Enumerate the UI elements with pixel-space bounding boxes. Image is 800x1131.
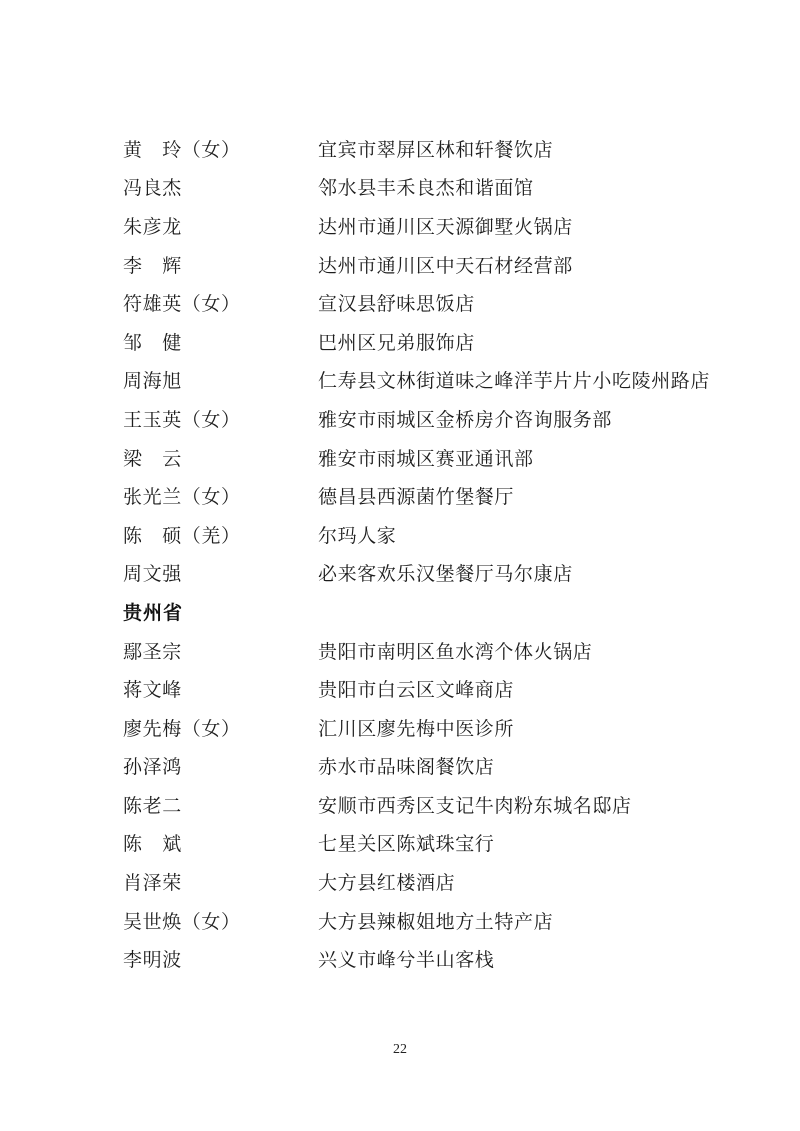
business-name: 达州市通川区天源御墅火锅店 [318, 216, 573, 238]
business-name: 贵阳市白云区文峰商店 [318, 680, 515, 702]
person-name: 周文强 [123, 564, 182, 586]
table-row [123, 669, 750, 708]
person-name: 吴世焕（女） [123, 911, 241, 933]
table-row [123, 939, 750, 978]
table-row [123, 361, 750, 400]
table-row [123, 399, 750, 438]
table-row [123, 515, 750, 554]
business-name: 雅安市雨城区赛亚通讯部 [318, 448, 534, 470]
business-name: 仁寿县文林街道味之峰洋芋片片小吃陵州路店 [318, 371, 711, 393]
business-name: 尔玛人家 [318, 525, 397, 547]
person-name: 孙泽鸿 [123, 757, 182, 779]
business-name: 兴义市峰兮半山客栈 [318, 950, 495, 972]
table-row [123, 206, 750, 245]
business-name: 大方县辣椒姐地方土特产店 [318, 911, 554, 933]
section-header-guizhou: 贵州省 [123, 602, 184, 624]
person-name: 陈 斌 [123, 834, 182, 856]
section-header-row [123, 592, 750, 631]
person-name: 李 辉 [123, 255, 182, 277]
person-name: 鄢圣宗 [123, 641, 182, 663]
person-name: 朱彦龙 [123, 216, 182, 238]
table-row [123, 476, 750, 515]
table-row [123, 901, 750, 940]
business-name: 贵阳市南明区鱼水湾个体火锅店 [318, 641, 593, 663]
table-row [123, 631, 750, 670]
table-row [123, 554, 750, 593]
business-name: 赤水市品味阁餐饮店 [318, 757, 495, 779]
person-name: 廖先梅（女） [123, 718, 241, 740]
business-name: 必来客欢乐汉堡餐厅马尔康店 [318, 564, 573, 586]
table-row [123, 785, 750, 824]
business-name: 巴州区兄弟服饰店 [318, 332, 475, 354]
business-name: 德昌县西源菌竹堡餐厅 [318, 487, 515, 509]
page-number: 22 [393, 1042, 407, 1057]
person-name: 周海旭 [123, 371, 182, 393]
business-name: 达州市通川区中天石材经营部 [318, 255, 573, 277]
person-name: 黄 玲（女） [123, 139, 241, 161]
table-row [123, 283, 750, 322]
person-name: 陈老二 [123, 795, 182, 817]
table-row [123, 862, 750, 901]
person-name: 李明波 [123, 950, 182, 972]
person-name: 蒋文峰 [123, 680, 182, 702]
person-name: 陈 硕（羌） [123, 525, 241, 547]
table-row [123, 245, 750, 284]
business-name: 宣汉县舒味思饭店 [318, 294, 475, 316]
person-name: 符雄英（女） [123, 294, 241, 316]
person-name: 冯良杰 [123, 178, 182, 200]
business-name: 邻水县丰禾良杰和谐面馆 [318, 178, 534, 200]
business-name: 汇川区廖先梅中医诊所 [318, 718, 515, 740]
business-name: 雅安市雨城区金桥房介咨询服务部 [318, 409, 613, 431]
table-row [123, 168, 750, 207]
table-row [123, 747, 750, 786]
table-row [123, 322, 750, 361]
person-name: 肖泽荣 [123, 873, 182, 895]
person-name: 张光兰（女） [123, 487, 241, 509]
business-name: 安顺市西秀区支记牛肉粉东城名邸店 [318, 795, 632, 817]
name-business-list [123, 129, 750, 978]
business-name: 宜宾市翠屏区林和轩餐饮店 [318, 139, 554, 161]
business-name: 大方县红楼酒店 [318, 873, 456, 895]
table-row [123, 708, 750, 747]
table-row [123, 824, 750, 863]
table-row [123, 438, 750, 477]
table-row [123, 129, 750, 168]
business-name: 七星关区陈斌珠宝行 [318, 834, 495, 856]
person-name: 王玉英（女） [123, 409, 241, 431]
person-name: 梁 云 [123, 448, 182, 470]
person-name: 邹 健 [123, 332, 182, 354]
